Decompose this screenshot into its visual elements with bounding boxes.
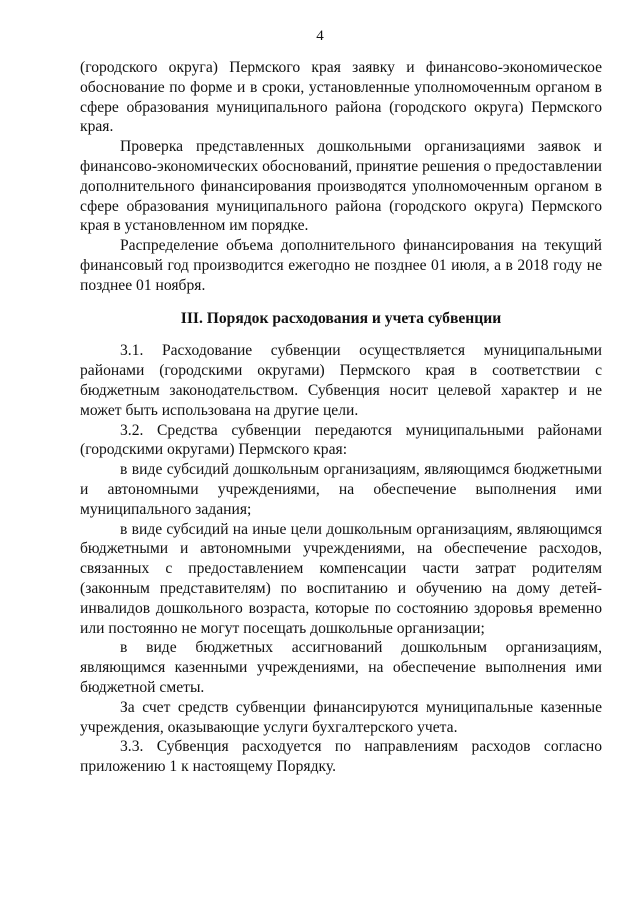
paragraph-budget-allocations: в виде бюджетных ассигнований дошкольным организациям, являющимся казенными учреждениями, на обеспечение выполнения ими бюджетной сметы. [80,639,602,696]
paragraph-application-review: Проверка представленных дошкольными организациями заявок и финансово-экономических обоснований, принятие решения о предоставлении дополнительного финансирования производятся уполномоченным органом в сфере образования муниципального района (городского округа) Пермского края в установленном им порядке. [80,138,602,235]
page-number: 4 [316,28,324,44]
paragraph-subsidies-task: в виде субсидий дошкольным организациям, являющимся бюджетными и автономными учреждениями, на обеспечение выполнения ими муниципального задания; [80,461,602,518]
paragraph-3-3: 3.3. Субвенция расходуется по направлениям расходов согласно приложению 1 к настоящему Порядку. [80,738,602,776]
paragraph-funding-distribution: Распределение объема дополнительного финансирования на текущий финансовый год производится ежегодно не позднее 01 июля, а в 2018 году не позднее 01 ноября. [80,237,602,294]
document-body [80,58,602,777]
paragraph-accounting-institutions: За счет средств субвенции финансируются муниципальные казенные учреждения, оказывающие услуги бухгалтерского учета. [80,698,602,736]
paragraph-3-2: 3.2. Средства субвенции передаются муниципальными районами (городскими округами) Пермского края: [80,421,602,459]
section-heading: III. Порядок расходования и учета субвенции [180,309,502,327]
paragraph-application-submission: (городского округа) Пермского края заявку и финансово-экономическое обоснование по форме и в сроки, установленные уполномоченным органом в сфере образования муниципального района (городского округа) Пермского края. [80,59,602,136]
paragraph-subsidies-other: в виде субсидий на иные цели дошкольным организациям, являющимся бюджетными и автономными учреждениями, на обеспечение расходов, связанных с предоставлением компенсации части затрат родителям (законным представителям) по воспитанию и обучению на дому детей-инвалидов дошкольного возраста, которые по состоянию здоровья временно или постоянно не могут посещать дошкольные организации; [80,520,602,637]
paragraph-3-1: 3.1. Расходование субвенции осуществляется муниципальными районами (городскими округами) Пермского края в соответствии с бюджетным законодательством. Субвенция носит целевой характер и не может быть использована на другие цели. [80,342,602,419]
